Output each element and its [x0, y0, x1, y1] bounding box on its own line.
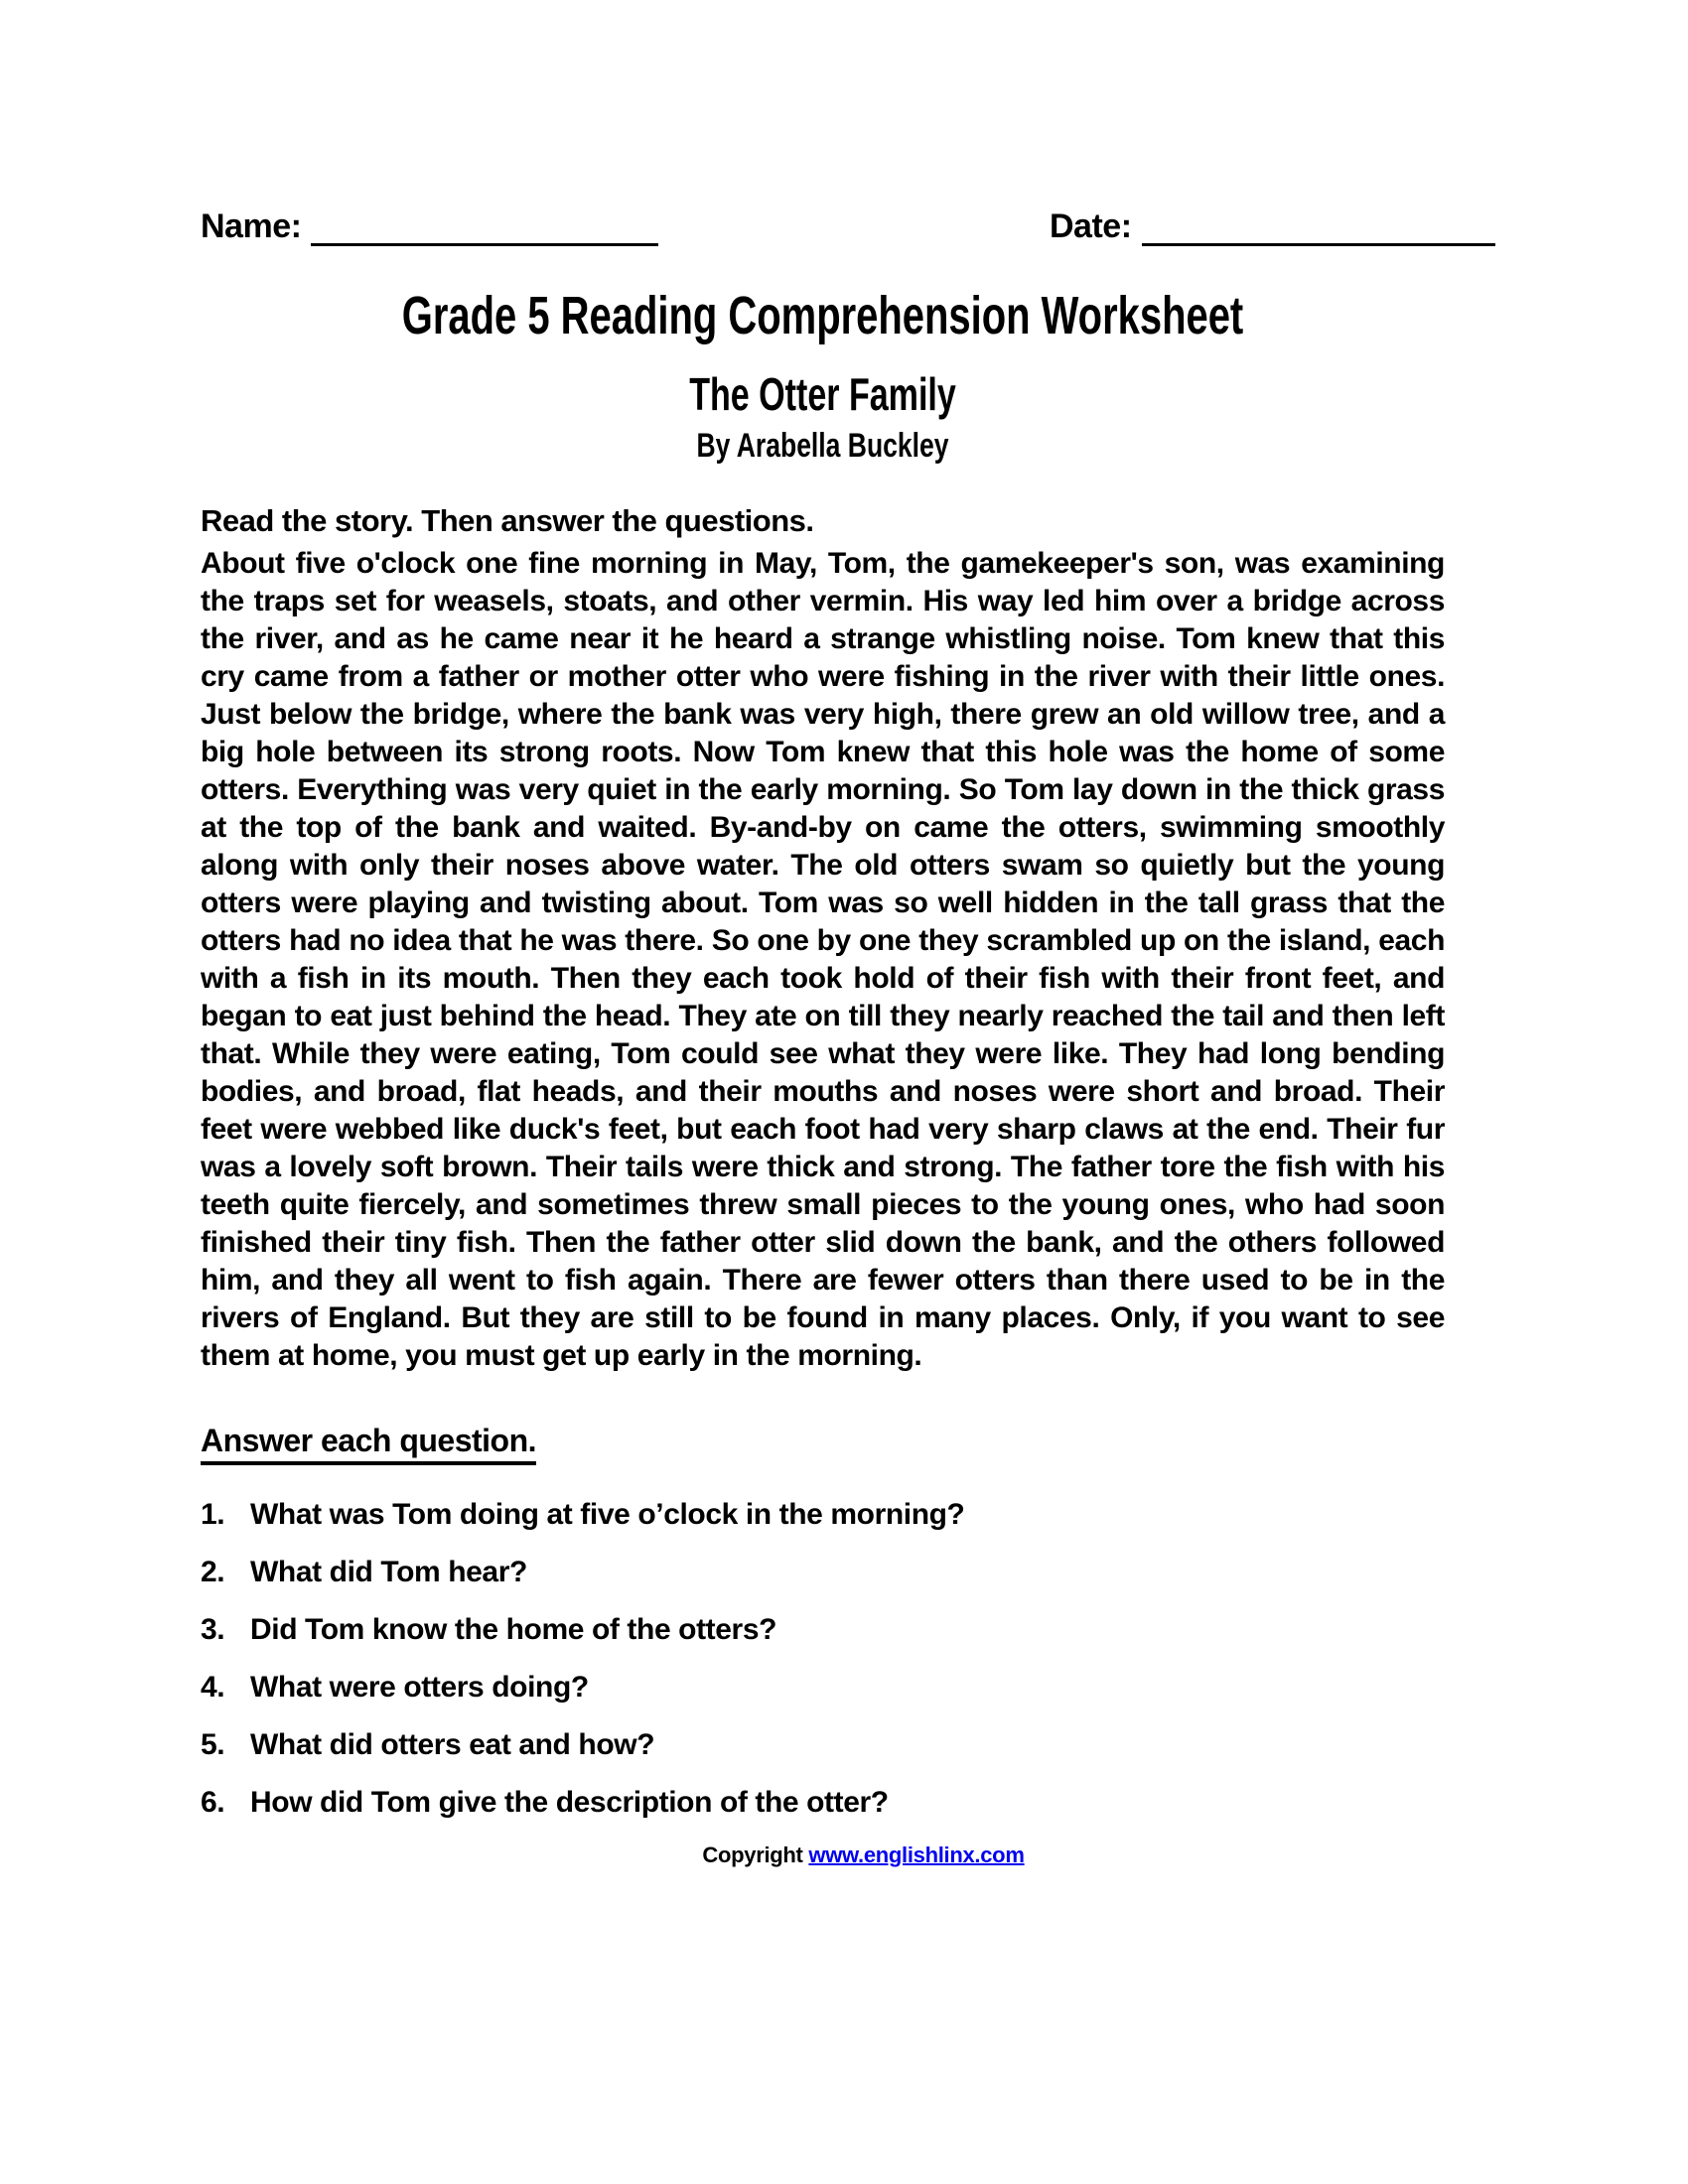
story-author: By Arabella Buckley — [696, 427, 949, 465]
question-item-5 — [201, 1726, 1445, 1764]
name-date-row — [201, 199, 1445, 246]
name-field-label: Name: — [201, 207, 302, 245]
copyright-link[interactable]: www.englishlinx.com — [808, 1843, 1025, 1867]
instructions-text: Read the story. Then answer the questions. — [201, 503, 814, 538]
question-item-4 — [201, 1669, 1445, 1706]
name-field — [201, 206, 658, 246]
question-item-6 — [201, 1784, 1445, 1822]
question-number: 2. — [201, 1556, 225, 1588]
date-blank-line — [1142, 209, 1495, 246]
questions-heading — [201, 1421, 1445, 1460]
questions-list — [201, 1496, 1445, 1822]
question-number: 4. — [201, 1671, 225, 1704]
question-item-2 — [201, 1554, 1445, 1591]
date-field — [1050, 206, 1495, 246]
question-text: What did Tom hear? — [250, 1556, 527, 1588]
story-paragraph: About five o'clock one fine morning in May, Tom, the gamekeeper's son, was examining the traps set for weasels, stoats, and other vermin. His way led him over a bridge across the river, and as he came near it he heard a strange whistling noise. Tom knew that this cry came from a father or mother otter who were fishing in the river with their little ones. Just below the bridge, where the bank was very high, there grew an old willow tree, and a big hole between its strong roots. Now Tom knew that this hole was the home of some otters. Everything was very quiet in the early morning. So Tom lay down in the thick grass at the top of the bank and waited. By-and-by on came the otters, swimming smoothly along with only their noses above water. The old otters swam so quietly but the young otters were playing and twisting about. Tom was so well hidden in the tall grass that the otters had no idea that he was there. So one by one they scrambled up on the island, each with a fish in its mouth. Then they each took hold of their fish with their front feet, and began to eat just behind the head. They ate on till they nearly reached the tail and then left that. While they were eating, Tom could see what they were like. They had long bending bodies, and broad, flat heads, and their mouths and noses were short and broad. Their feet were webbed like duck's feet, but each foot had very sharp claws at the end. Their fur was a lovely soft brown. Their tails were thick and strong. The father tore the fish with his teeth quite fiercely, and sometimes threw small pieces to the young ones, who had soon finished their tiny fish. Then the father otter slid down the bank, and the others followed him, and they all went to fish again. There are fewer otters than there used to be in the rivers of England. But they are still to be found in many places. Only, if you want to see them at home, you must get up early in the morning. — [201, 547, 1445, 1372]
worksheet-content — [201, 0, 1445, 1869]
question-number: 6. — [201, 1786, 225, 1819]
worksheet-title: Grade 5 Reading Comprehension Worksheet — [401, 286, 1244, 345]
questions-heading-text: Answer each question. — [201, 1423, 536, 1465]
copyright-line — [201, 1842, 1445, 1869]
question-text: What were otters doing? — [250, 1671, 589, 1704]
question-text: How did Tom give the description of the otter? — [250, 1786, 889, 1819]
name-blank-line — [311, 209, 658, 246]
question-text: What did otters eat and how? — [250, 1728, 655, 1761]
question-text: What was Tom doing at five o’clock in the morning? — [250, 1498, 965, 1531]
question-item-3 — [201, 1611, 1445, 1649]
question-text: Did Tom know the home of the otters? — [250, 1613, 777, 1646]
story-title: The Otter Family — [689, 368, 956, 420]
question-item-1 — [201, 1496, 1445, 1534]
question-number: 5. — [201, 1728, 225, 1761]
copyright-label: Copyright — [702, 1843, 803, 1867]
question-number: 1. — [201, 1498, 225, 1531]
question-number: 3. — [201, 1613, 225, 1646]
date-field-label: Date: — [1050, 207, 1132, 245]
